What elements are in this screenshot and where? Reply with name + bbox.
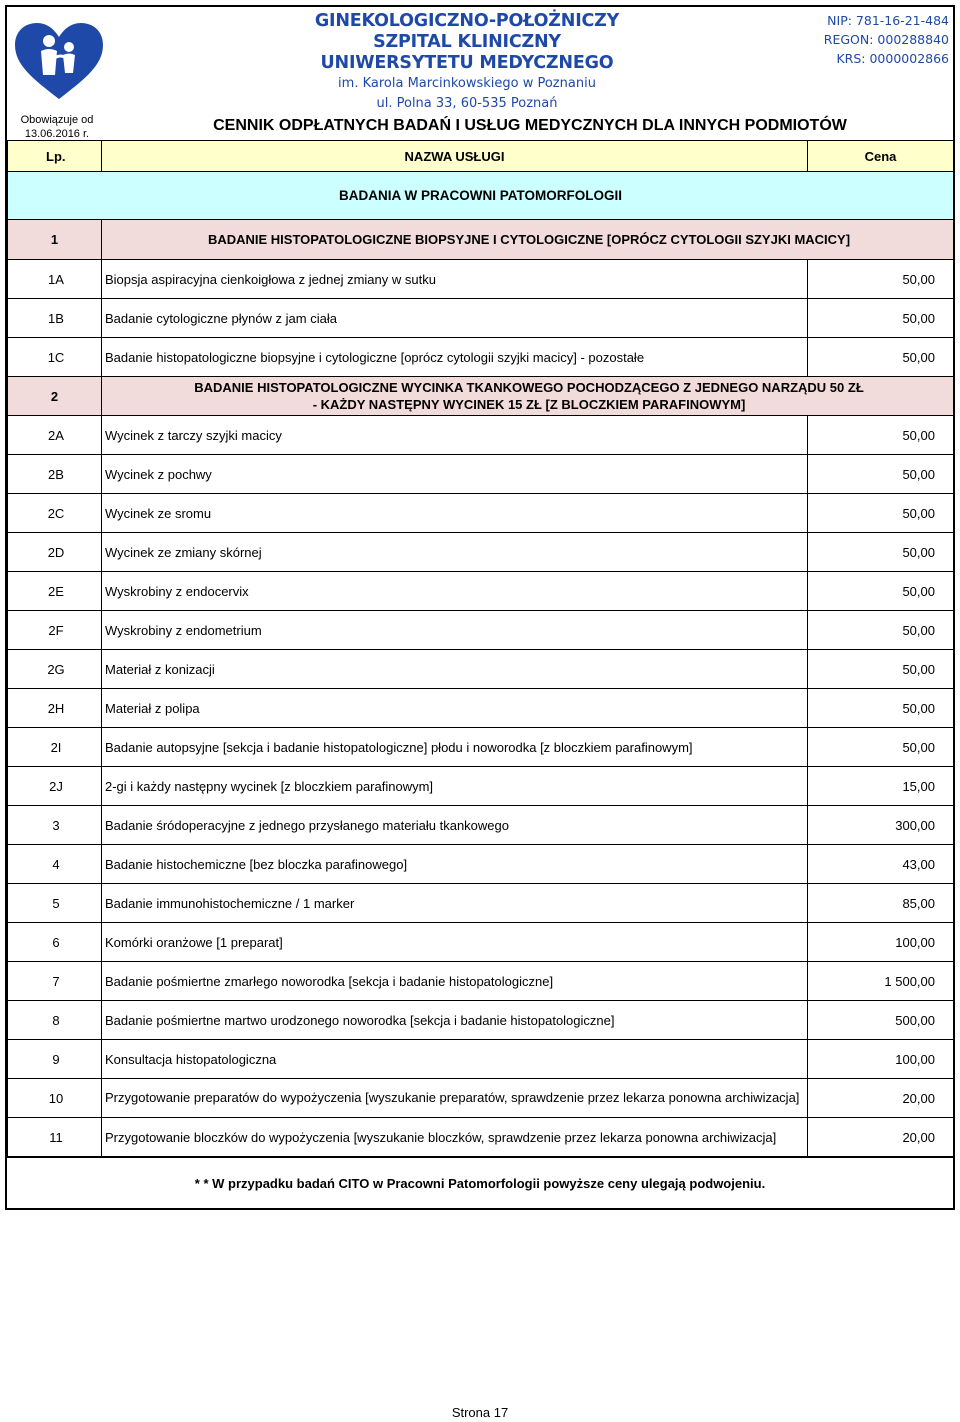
table-row bbox=[8, 884, 954, 923]
footnote: * * W przypadku badań CITO w Pracowni Patomorfologii powyższe ceny ulegają podwojeniu. bbox=[7, 1157, 953, 1208]
row-service-name: Badanie cytologiczne płynów z jam ciała bbox=[102, 299, 808, 338]
table-row bbox=[8, 1040, 954, 1079]
column-header-lp: Lp. bbox=[8, 141, 102, 172]
table-row bbox=[8, 338, 954, 377]
row-price: 85,00 bbox=[808, 884, 954, 923]
table-row bbox=[8, 806, 954, 845]
table-row bbox=[8, 572, 954, 611]
row-lp: 2C bbox=[8, 494, 102, 533]
row-lp: 2B bbox=[8, 455, 102, 494]
row-service-name: Badanie histopatologiczne biopsyjne i cytologiczne [oprócz cytologii szyjki macicy] - pozostałe bbox=[102, 338, 808, 377]
row-lp: 10 bbox=[8, 1079, 102, 1118]
row-price: 50,00 bbox=[808, 572, 954, 611]
category-title: BADANIE HISTOPATOLOGICZNE BIOPSYJNE I CYTOLOGICZNE [OPRÓCZ CYTOLOGII SZYJKI MACICY] bbox=[102, 220, 954, 260]
table-row bbox=[8, 1001, 954, 1040]
row-service-name: Konsultacja histopatologiczna bbox=[102, 1040, 808, 1079]
category-row-2 bbox=[8, 377, 954, 416]
row-lp: 1B bbox=[8, 299, 102, 338]
row-service-name: Badanie immunohistochemiczne / 1 marker bbox=[102, 884, 808, 923]
row-price: 15,00 bbox=[808, 767, 954, 806]
row-service-name: Przygotowanie bloczków do wypożyczenia [wyszukanie bloczków, sprawdzenie przez lekarza ponowna archiwizacja] bbox=[102, 1118, 808, 1157]
row-service-name: Wycinek z pochwy bbox=[102, 455, 808, 494]
table-row bbox=[8, 689, 954, 728]
row-lp: 2I bbox=[8, 728, 102, 767]
table-row bbox=[8, 260, 954, 299]
category-title-line-2: - KAŻDY NASTĘPNY WYCINEK 15 ZŁ [Z BLOCZKIEM PARAFINOWYM] bbox=[312, 397, 746, 412]
table-row bbox=[8, 299, 954, 338]
row-price: 300,00 bbox=[808, 806, 954, 845]
row-lp: 8 bbox=[8, 1001, 102, 1040]
page-title: CENNIK ODPŁATNYCH BADAŃ I USŁUG MEDYCZNYCH DLA INNYCH PODMIOTÓW bbox=[213, 117, 847, 134]
row-price: 50,00 bbox=[808, 260, 954, 299]
price-list-sheet bbox=[5, 5, 955, 1210]
table-row bbox=[8, 455, 954, 494]
table-row bbox=[8, 416, 954, 455]
row-price: 20,00 bbox=[808, 1079, 954, 1118]
row-price: 50,00 bbox=[808, 533, 954, 572]
row-price: 20,00 bbox=[808, 1118, 954, 1157]
category-lp: 2 bbox=[8, 377, 102, 416]
row-lp: 2E bbox=[8, 572, 102, 611]
row-price: 50,00 bbox=[808, 299, 954, 338]
row-price: 100,00 bbox=[808, 1040, 954, 1079]
category-lp: 1 bbox=[8, 220, 102, 260]
section-row bbox=[8, 172, 954, 220]
validity-label: Obowiązuje od bbox=[20, 114, 94, 126]
category-row-1 bbox=[8, 220, 954, 260]
row-service-name: Badanie śródoperacyjne z jednego przysłanego materiału tkankowego bbox=[102, 806, 808, 845]
table-column-headers bbox=[8, 141, 954, 172]
table-row bbox=[8, 845, 954, 884]
row-lp: 5 bbox=[8, 884, 102, 923]
row-service-name: Badanie autopsyjne [sekcja i badanie histopatologiczne] płodu i noworodka [z bloczkiem parafinowym] bbox=[102, 728, 808, 767]
row-service-name: Materiał z konizacji bbox=[102, 650, 808, 689]
table-row bbox=[8, 650, 954, 689]
row-service-name: Badanie histochemiczne [bez bloczka parafinowego] bbox=[102, 845, 808, 884]
row-service-name: Wyskrobiny z endocervix bbox=[102, 572, 808, 611]
table-row bbox=[8, 767, 954, 806]
row-lp: 9 bbox=[8, 1040, 102, 1079]
hospital-name-block bbox=[307, 11, 627, 114]
row-lp: 2J bbox=[8, 767, 102, 806]
row-lp: 4 bbox=[8, 845, 102, 884]
rows-group-b bbox=[8, 416, 954, 1157]
row-lp: 2G bbox=[8, 650, 102, 689]
row-price: 500,00 bbox=[808, 1001, 954, 1040]
table-row bbox=[8, 923, 954, 962]
row-price: 50,00 bbox=[808, 455, 954, 494]
row-price: 50,00 bbox=[808, 650, 954, 689]
row-lp: 2A bbox=[8, 416, 102, 455]
table-row bbox=[8, 1079, 954, 1118]
price-table bbox=[7, 140, 954, 1157]
category-title bbox=[102, 377, 954, 416]
section-title: BADANIA W PRACOWNI PATOMORFOLOGII bbox=[8, 172, 954, 220]
heart-family-logo-icon bbox=[13, 21, 105, 101]
row-service-name: Biopsja aspiracyjna cienkoigłowa z jednej zmiany w sutku bbox=[102, 260, 808, 299]
table-row bbox=[8, 533, 954, 572]
row-price: 50,00 bbox=[808, 689, 954, 728]
row-service-name: Przygotowanie preparatów do wypożyczenia [wyszukanie preparatów, sprawdzenie przez lekarza ponowna archiwizacja] bbox=[102, 1079, 808, 1118]
row-price: 50,00 bbox=[808, 494, 954, 533]
row-price: 50,00 bbox=[808, 338, 954, 377]
table-row bbox=[8, 962, 954, 1001]
hospital-name-line-1: GINEKOLOGICZNO-POŁOŻNICZY bbox=[314, 11, 620, 31]
table-row bbox=[8, 611, 954, 650]
krs-number: KRS: 0000002866 bbox=[836, 51, 949, 66]
nip-number: NIP: 781-16-21-484 bbox=[827, 13, 949, 28]
row-price: 1 500,00 bbox=[808, 962, 954, 1001]
row-lp: 1A bbox=[8, 260, 102, 299]
row-service-name: Badanie pośmiertne martwo urodzonego noworodka [sekcja i badanie histopatologiczne] bbox=[102, 1001, 808, 1040]
document-header bbox=[7, 7, 953, 140]
row-lp: 11 bbox=[8, 1118, 102, 1157]
row-service-name: Wycinek z tarczy szyjki macicy bbox=[102, 416, 808, 455]
row-price: 50,00 bbox=[808, 416, 954, 455]
row-service-name: Wycinek ze sromu bbox=[102, 494, 808, 533]
row-lp: 2F bbox=[8, 611, 102, 650]
hospital-name-line-2: SZPITAL KLINICZNY bbox=[373, 32, 561, 52]
rows-group-a bbox=[8, 260, 954, 377]
row-service-name: 2-gi i każdy następny wycinek [z bloczkiem parafinowym] bbox=[102, 767, 808, 806]
category-title-line-1: BADANIE HISTOPATOLOGICZNE WYCINKA TKANKOWEGO POCHODZĄCEGO Z JEDNEGO NARZĄDU 50 ZŁ bbox=[194, 380, 864, 395]
row-lp: 3 bbox=[8, 806, 102, 845]
row-service-name: Wycinek ze zmiany skórnej bbox=[102, 533, 808, 572]
column-header-name: NAZWA USŁUGI bbox=[102, 141, 808, 172]
table-row bbox=[8, 494, 954, 533]
validity-date: 13.06.2016 r. bbox=[24, 128, 90, 140]
row-lp: 7 bbox=[8, 962, 102, 1001]
row-service-name: Materiał z polipa bbox=[102, 689, 808, 728]
column-header-price: Cena bbox=[808, 141, 954, 172]
hospital-name-line-3: UNIWERSYTETU MEDYCZNEGO bbox=[320, 53, 614, 73]
registry-ids bbox=[824, 11, 949, 68]
row-service-name: Komórki oranżowe [1 preparat] bbox=[102, 923, 808, 962]
row-lp: 1C bbox=[8, 338, 102, 377]
row-lp: 2D bbox=[8, 533, 102, 572]
row-price: 43,00 bbox=[808, 845, 954, 884]
table-row bbox=[8, 728, 954, 767]
page-number: Strona 17 bbox=[451, 1405, 509, 1420]
row-lp: 2H bbox=[8, 689, 102, 728]
hospital-address: ul. Polna 33, 60-535 Poznań bbox=[376, 96, 558, 111]
row-service-name: Wyskrobiny z endometrium bbox=[102, 611, 808, 650]
hospital-patron: im. Karola Marcinkowskiego w Poznaniu bbox=[338, 76, 596, 91]
validity-note bbox=[7, 113, 107, 141]
row-price: 50,00 bbox=[808, 611, 954, 650]
row-price: 50,00 bbox=[808, 728, 954, 767]
row-lp: 6 bbox=[8, 923, 102, 962]
row-price: 100,00 bbox=[808, 923, 954, 962]
table-row bbox=[8, 1118, 954, 1157]
regon-number: REGON: 000288840 bbox=[823, 32, 949, 47]
row-service-name: Badanie pośmiertne zmarłego noworodka [sekcja i badanie histopatologiczne] bbox=[102, 962, 808, 1001]
